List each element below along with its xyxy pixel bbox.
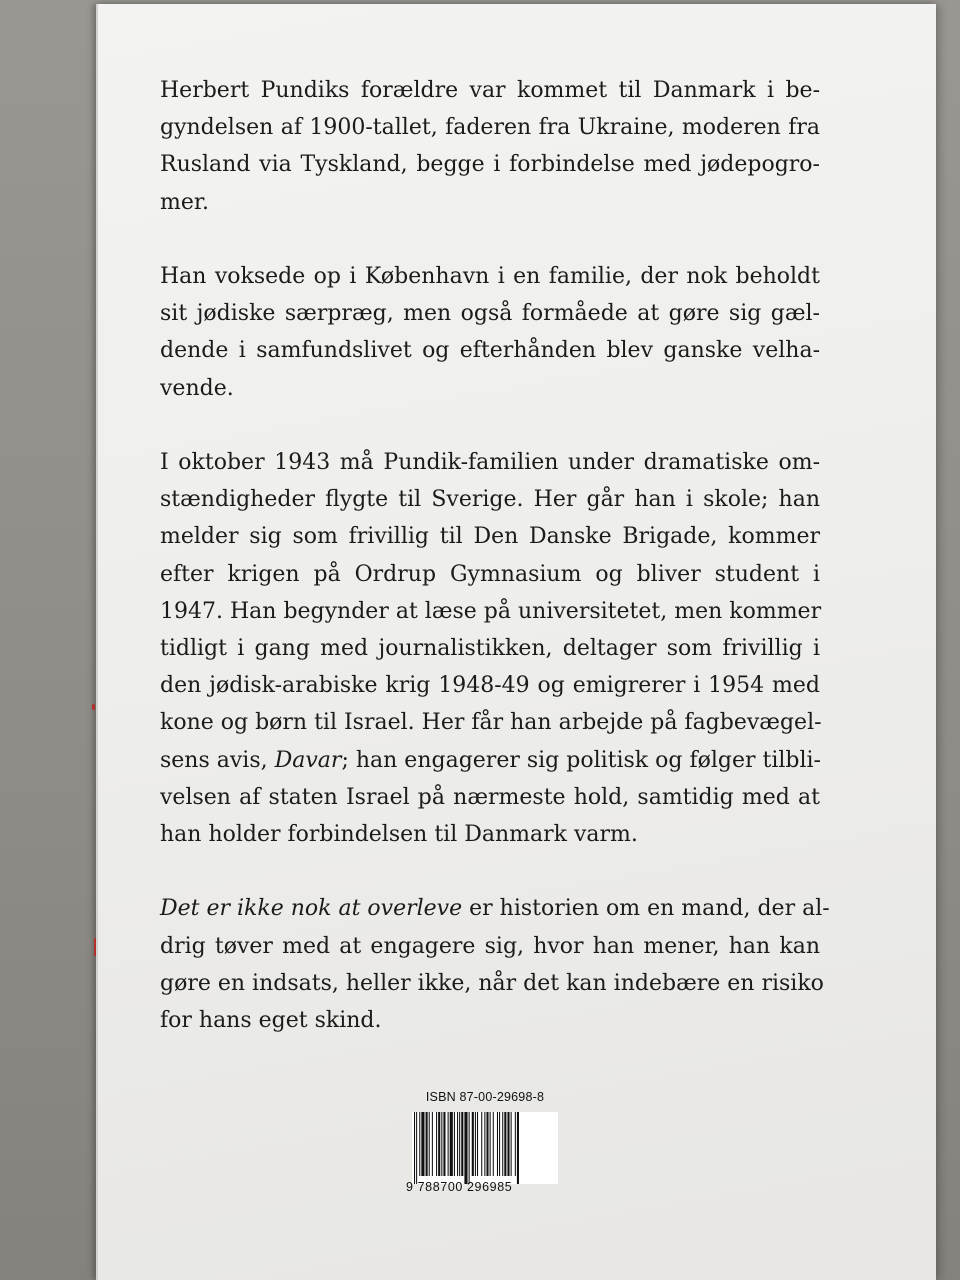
text-line: gyndelsen af 1900-tallet, faderen fra Ukraine, moderen fra [160, 115, 820, 141]
text-fragment: er historien om en mand, der al- [462, 896, 830, 922]
text-line: 1947. Han begynder at læse på universitetet, men kommer [160, 598, 822, 624]
barcode-bar [419, 1112, 420, 1176]
text-line: tidligt i gang med journalistikken, deltager som frivillig i [160, 636, 820, 662]
text-line: den jødisk-arabiske krig 1948-49 og emigrerer i 1954 med [160, 673, 820, 699]
text-line: Han voksede op i København i en familie, der nok beholdt [160, 264, 820, 289]
barcode-bar [441, 1112, 442, 1176]
text-line: vende. [160, 375, 234, 401]
barcode-bar [499, 1112, 500, 1176]
barcode-bar [472, 1112, 474, 1176]
ink-mark [94, 938, 96, 956]
text-line: melder sig som frivillig til Den Danske Brigade, kommer [160, 524, 820, 550]
isbn-label: ISBN 87-00-29698-8 [425, 1090, 545, 1104]
text-line [160, 742, 820, 779]
barcode-bars [412, 1112, 558, 1184]
barcode-bar [459, 1112, 460, 1176]
text-line: han holder forbindelsen til Danmark varm. [160, 822, 638, 848]
barcode-bar [414, 1112, 415, 1184]
barcode-bar [469, 1112, 470, 1184]
barcode-bar [448, 1112, 449, 1176]
barcode-bar [432, 1112, 433, 1176]
barcode-bar [450, 1112, 453, 1176]
barcode-bar [426, 1112, 428, 1176]
text-line: efter krigen på Ordrup Gymnasium og bliver student i [160, 561, 820, 587]
barcode-bar [416, 1112, 417, 1184]
paragraph-1 [160, 72, 820, 221]
text-line: gøre en indsats, heller ikke, når det kan indebære en risiko [160, 970, 824, 996]
text-line: sit jødiske særpræg, men også formåede at gøre sig gæl- [160, 301, 820, 327]
text-line: drig tøver med at engagere sig, hvor han mener, han kan [160, 933, 820, 959]
paragraph-2 [160, 258, 820, 407]
text-line: velsen af staten Israel på nærmeste hold, samtidig med at [160, 784, 820, 810]
barcode-bar [443, 1112, 445, 1176]
ean-digits: 9 788700 296985 [406, 1180, 513, 1194]
newspaper-title: Davar [274, 747, 342, 773]
text-line: stændigheder flygte til Sverige. Her går han i skole; han [160, 487, 820, 513]
text-line: kone og børn til Israel. Her får han arbejde på fagbevægel- [160, 710, 822, 736]
barcode-bar [502, 1112, 503, 1176]
text-fragment: ; han engagerer sig politisk og følger tilbli- [341, 747, 821, 773]
paragraph-4 [160, 890, 830, 1039]
barcode-bar [507, 1112, 509, 1176]
barcode-bar [486, 1112, 488, 1176]
text-line: for hans eget skind. [160, 1008, 382, 1034]
barcode-bar [421, 1112, 424, 1176]
barcode-bar [497, 1112, 498, 1176]
barcode-bar [490, 1112, 491, 1176]
text-line: Rusland via Tyskland, begge i forbindelse med jødepogro- [160, 152, 820, 178]
text-line: dende i samfundslivet og efterhånden blev ganske velha- [160, 338, 820, 364]
text-line: Herbert Pundiks forældre var kommet til Danmark i be- [160, 78, 820, 103]
blurb-text [160, 72, 830, 1076]
barcode-bar [454, 1112, 455, 1176]
barcode-bar [517, 1112, 519, 1184]
barcode-bar [438, 1112, 440, 1176]
text-line [160, 890, 830, 927]
barcode-bar [515, 1112, 516, 1176]
text-fragment: sens avis, [160, 747, 275, 773]
barcode-bar [464, 1112, 467, 1184]
barcode-bar [461, 1112, 463, 1176]
barcode-bar [481, 1112, 482, 1176]
barcode-bar [511, 1112, 512, 1176]
barcode-bar [429, 1112, 430, 1176]
text-line: mer. [160, 189, 209, 215]
barcode-bar [484, 1112, 485, 1176]
isbn-barcode [406, 1090, 560, 1198]
text-line: I oktober 1943 må Pundik-familien under dramatiske om- [160, 450, 820, 475]
barcode-bar [504, 1112, 506, 1176]
book-title: Det er ikke nok at overleve [160, 896, 463, 922]
barcode-bar [477, 1112, 478, 1176]
barcode-bar [457, 1112, 458, 1176]
barcode-bar [436, 1112, 437, 1176]
paragraph-3 [160, 444, 820, 853]
book-back-cover [96, 4, 936, 1280]
barcode-bar [493, 1112, 494, 1176]
ink-mark [92, 704, 95, 710]
barcode-bar [475, 1112, 476, 1176]
